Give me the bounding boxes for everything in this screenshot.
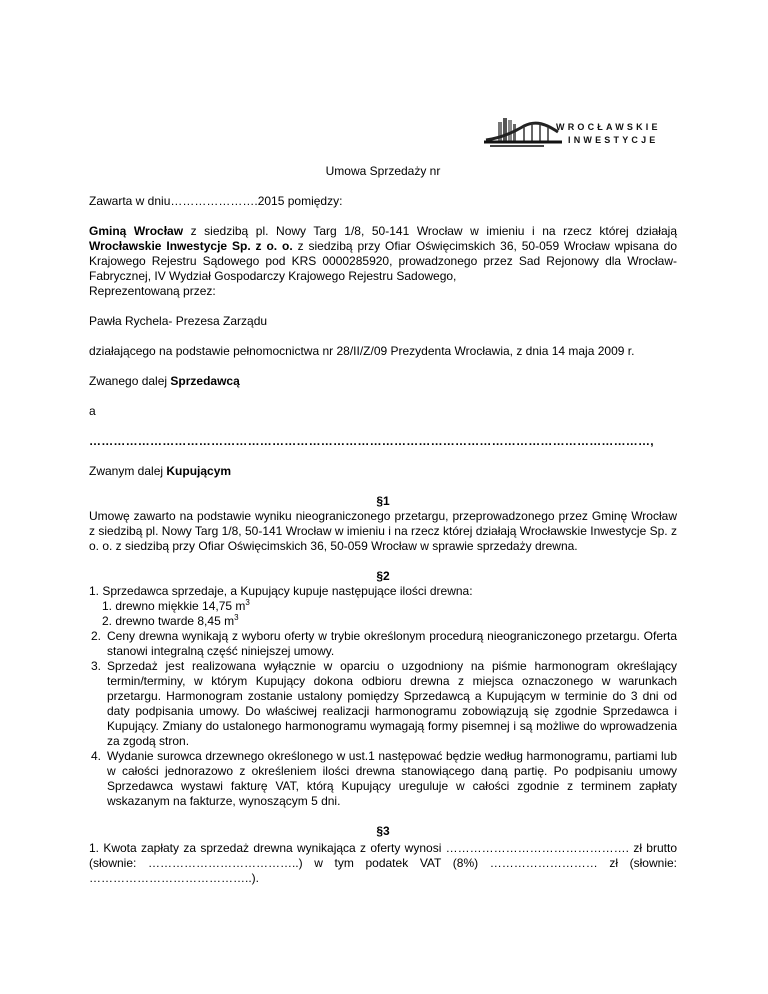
seller-designation	[89, 374, 677, 389]
section-2-list	[89, 584, 677, 809]
company-logo	[484, 110, 684, 154]
bridge-logo-icon	[484, 110, 562, 154]
section-1-text: Umowę zawarto na podstawie wyniku nieograniczonego przetargu, przeprowadzonego przez Gminę Wrocław z siedzibą pl. Nowy Targ 1/8, 50-141 Wrocław w imieniu i na rzecz której działają Wrocławskie Inwestycje Sp. z o. o. z siedzibą przy Ofiar Oświęcimskich 36, 50-059 Wrocław w sprawie sprzedaży drewna.	[89, 509, 677, 553]
concluded-date-line: Zawarta w dniu………………….2015 pomiędzy:	[89, 194, 343, 208]
represented-by: Reprezentowaną przez:	[89, 284, 216, 298]
list-item-3-text: Sprzedaż jest realizowana wyłącznie w oparciu o uzgodniony na piśmie harmonogram określający termin/terminy, w którym Kupujący dokona odbioru drewna z miejsca oznaczonego w warunkach przetargu. Harmonogram zostanie ustalony pomiędzy Sprzedawcą a Kupującym w terminie do 3 dni od daty podpisania umowy. Do właściwej realizacji harmonogramu zobowiązują się zgodnie Sprzedawca i Kupujący. Zmiany do ustalonego harmonogramu wymagają formy pisemnej i są możliwe do wprowadzenia za zgodą stron.	[107, 659, 677, 748]
buyer-name-blank: …………………………………………………………………………………………………………………………,	[89, 434, 654, 448]
hardwood-amount: 2. drewno twarde 8,45 m	[102, 614, 235, 628]
list-item-1a	[89, 599, 677, 614]
hardwood-unit-sup: 3	[234, 613, 239, 622]
party-1-agent: Wrocławskie Inwestycje Sp. z o. o.	[89, 239, 293, 253]
party-1-paragraph	[89, 224, 677, 299]
logo-line-2: INWESTYCJE	[568, 135, 659, 145]
section-3-heading: §3	[376, 824, 390, 838]
list-item-4-number: 4.	[91, 749, 102, 763]
buyer-designation	[89, 464, 677, 479]
buyer-label: Zwanym dalej	[89, 464, 167, 478]
power-of-attorney: działającego na podstawie pełnomocnictwa nr 28/II/Z/09 Prezydenta Wrocławia, z dnia 14 maja 2009 r.	[89, 344, 635, 358]
seller-term: Sprzedawcą	[170, 374, 240, 388]
section-1-heading: §1	[376, 494, 390, 508]
list-item-2	[89, 629, 677, 659]
softwood-amount: 1. drewno miękkie 14,75 m	[102, 599, 246, 613]
list-item-3	[89, 659, 677, 749]
representative: Pawła Rychela- Prezesa Zarządu	[89, 314, 268, 328]
list-item-4	[89, 749, 677, 809]
party-1-text-2: z siedzibą przy Ofiar Oświęcimskich 36, 50-059 Wrocław wpisana do Krajowego Rejestru Sądowego pod KRS 0000285920, prowadzonego przez Sad Rejonowy dla Wrocław- Fabrycznej, IV Wydział Gospodarczy Krajowego Rejestru Sadowego,	[89, 239, 678, 283]
softwood-unit-sup: 3	[245, 598, 250, 607]
list-item-2-text: Ceny drewna wynikają z wyboru oferty w trybie określonym procedurą nieograniczonego przetargu. Oferta stanowi integralną część niniejszej umowy.	[107, 629, 677, 658]
list-item-1: 1. Sprzedawca sprzedaje, a Kupujący kupuje następujące ilości drewna:	[89, 584, 473, 598]
document-title: Umowa Sprzedaży nr	[325, 164, 441, 178]
list-item-2-number: 2.	[91, 629, 102, 643]
list-item-4-text: Wydanie surowca drzewnego określonego w ust.1 następować będzie według harmonogramu, partiami lub w całości jednorazowo z określeniem ilości drewna stanowiącego daną partię. Po podpisaniu umowy Sprzedawca wystawi fakturę VAT, którą Kupujący ureguluje w całości zgodnie z terminem zapłaty wskazanym na fakturze, wynoszącym 5 dni.	[107, 749, 677, 808]
list-item-3-number: 3.	[91, 659, 102, 673]
section-3-text: 1. Kwota zapłaty za sprzedaż drewna wynikająca z oferty wynosi ………………………………………. zł brutto (słownie: ………………………………..) w tym podatek VAT (8%) ……………………… zł (słownie: …………………………………..).	[89, 841, 677, 885]
party-1-text-1: z siedzibą pl. Nowy Targ 1/8, 50-141 Wrocław w imieniu i na rzecz której działają	[183, 224, 677, 238]
seller-label: Zwanego dalej	[89, 374, 171, 388]
and-connector: a	[89, 404, 96, 418]
buyer-term: Kupującym	[166, 464, 232, 478]
party-1-name: Gminą Wrocław	[89, 224, 184, 238]
logo-line-1: WROCŁAWSKIE	[556, 122, 661, 132]
section-2-heading: §2	[376, 569, 390, 583]
list-item-1b	[89, 614, 677, 629]
